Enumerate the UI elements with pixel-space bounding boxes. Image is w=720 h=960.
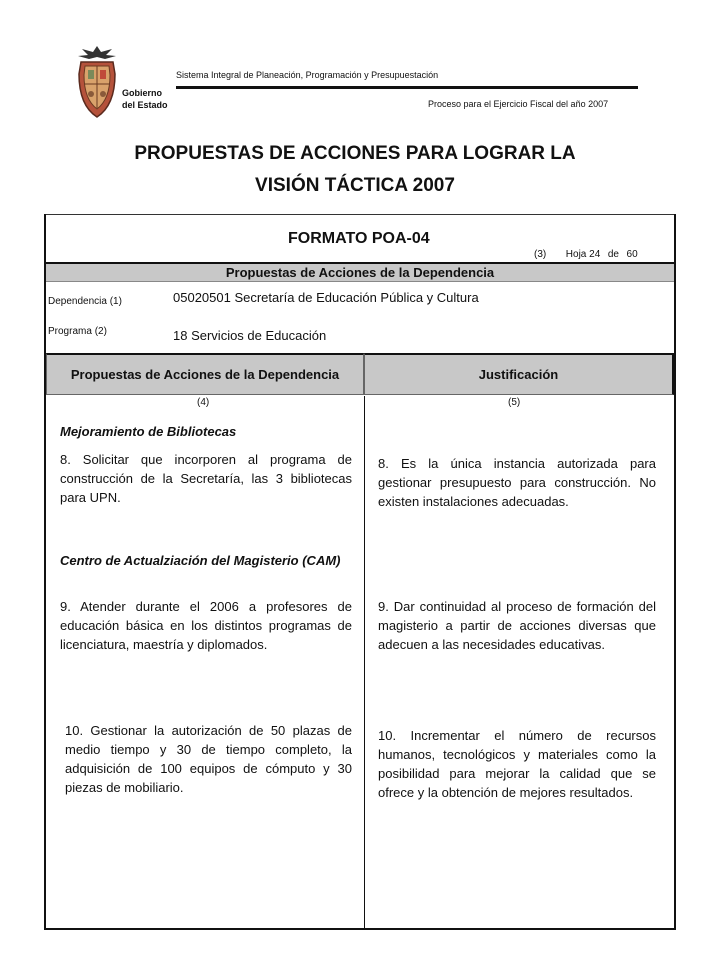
section-title-cam: Centro de Actualziación del Magisterio (CAM) xyxy=(60,553,341,568)
header-rule xyxy=(176,86,638,89)
sheet-indicator xyxy=(534,249,638,260)
form-name: FORMATO POA-04 xyxy=(288,230,430,247)
form-border-left xyxy=(44,214,46,930)
government-label xyxy=(122,87,168,111)
system-name: Sistema Integral de Planeación, Programación y Presupuestación xyxy=(176,70,439,80)
form-border-right xyxy=(674,214,676,930)
dependencia-ref: (1) xyxy=(109,296,122,307)
process-label: Proceso para el Ejercicio Fiscal del año 2007 xyxy=(428,99,609,109)
dependencia-label xyxy=(48,296,122,307)
state-coat-of-arms-logo xyxy=(74,44,120,120)
gov-line-1: Gobierno xyxy=(122,88,162,98)
section-title-band: Propuestas de Acciones de la Dependencia xyxy=(46,262,674,282)
sheet-ref: (3) xyxy=(534,249,547,260)
form-border-bottom xyxy=(44,928,676,930)
justification-9: 9. Dar continuidad al proceso de formación del magisterio a partir de acciones diversas que adecuen a las necesidades educativas. xyxy=(378,599,656,652)
column-header-actions: Propuestas de Acciones de la Dependencia xyxy=(46,353,364,395)
column-divider xyxy=(364,396,365,928)
sheet-total: 60 xyxy=(626,249,638,260)
justification-10: 10. Incrementar el número de recursos humanos, tecnológicos y materiales como la posibilidad para mejorar la calidad que se ofrece y la obtención de mejores resultados. xyxy=(378,728,656,800)
title-line-1: PROPUESTAS DE ACCIONES PARA LOGRAR LA xyxy=(134,143,576,164)
programa-label-text: Programa xyxy=(48,326,92,337)
page-title xyxy=(40,138,670,202)
action-9: 9. Atender durante el 2006 a profesores de educación básica en los distintos programas de licenciatura, maestría y diplomados. xyxy=(60,599,352,652)
table-header xyxy=(46,353,674,395)
programa-ref: (2) xyxy=(94,326,107,337)
action-10: 10. Gestionar la autorización de 50 plazas de medio tiempo y 30 de tiempo completo, la adquisición de 100 equipos de cómputo y 30 piezas de mobiliario. xyxy=(65,723,352,795)
programa-label xyxy=(48,326,107,337)
gov-line-2: del Estado xyxy=(122,100,168,110)
justification-8: 8. Es la única instancia autorizada para gestionar presupuesto para construcción. No existen instalaciones adecuadas. xyxy=(378,456,656,509)
sheet-of-label: de xyxy=(607,249,619,260)
column-header-justification: Justificación xyxy=(364,353,674,395)
action-8: 8. Solicitar que incorporen al programa de construcción de la Secretaría, las 3 bibliotecas para UPN. xyxy=(60,452,352,505)
section-title-bibliotecas: Mejoramiento de Bibliotecas xyxy=(60,424,237,439)
sheet-number: 24 xyxy=(589,249,601,260)
column-ref-actions: (4) xyxy=(197,397,210,408)
column-ref-justification: (5) xyxy=(508,397,521,408)
dependencia-value: 05020501 Secretaría de Educación Pública y Cultura xyxy=(173,290,479,305)
programa-value: 18 Servicios de Educación xyxy=(173,328,327,343)
title-line-2: VISIÓN TÁCTICA 2007 xyxy=(255,175,455,196)
dependencia-label-text: Dependencia xyxy=(48,296,107,307)
sheet-label: Hoja xyxy=(565,249,587,260)
form-border-top xyxy=(44,214,676,215)
